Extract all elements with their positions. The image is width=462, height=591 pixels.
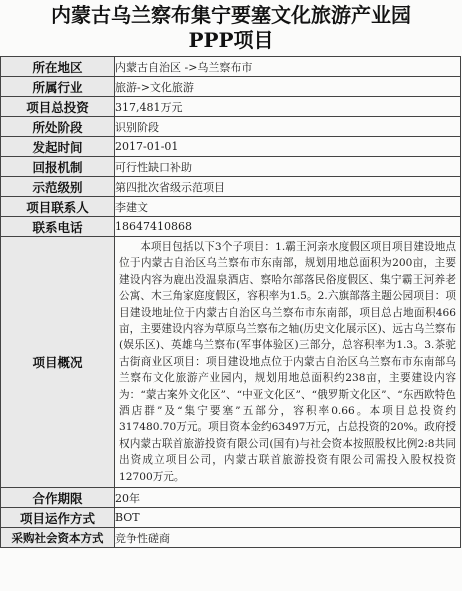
row-label-term: 合作期限	[1, 488, 115, 508]
row-label-return-mechanism: 回报机制	[1, 157, 115, 177]
table-row	[1, 157, 461, 177]
table-row	[1, 97, 461, 117]
row-value-overview: 本项目包括以下3个子项目：1.霸王河亲水度假区项目项目建设地点位于内蒙古自治区乌兰察布市东南部，规划用地总面积为200亩，主要建设内容为鹿出没温泉酒店、察哈尔部落民俗度假区、集宁霸王河养老公寓、木三角家庭度假区，容积率为1.5。2.六旗部落主题公园项目：项目建设地址位于内蒙古自治区乌兰察布市东南部，项目总占地面积466亩，主要建设内容为草原乌兰察布之轴(历史文化展示区)、远古乌兰察布(娱乐区)、英雄乌兰察布(军事体验区)三部分，总容积率为1.3。3.茶驼古街商业区项目：项目建设地点位于内蒙古自治区乌兰察布市东南部乌兰察布文化旅游产业园内，规划用地总面积约238亩，主要建设内容为：“蒙古案外文化区”、“中亚文化区”、“俄罗斯文化区”、“东西欧特色酒店群”及“集宁要塞”五部分，容积率0.66。本项目总投资约317480.70万元。项目资本金约63497万元，占总投资的20%。政府授权内蒙古联首旅游投资有限公司(国有)与社会资本按照股权比例2:8共同出资成立项目公司，内蒙古联首旅游投资有限公司需投入股权投资12700万元。	[115, 237, 461, 488]
table-row	[1, 217, 461, 237]
table-row	[1, 117, 461, 137]
row-label-overview: 项目概况	[1, 237, 115, 488]
row-value-start-date: 2017-01-01	[115, 137, 461, 157]
row-value-region: 内蒙古自治区 ->乌兰察布市	[115, 57, 461, 77]
row-value-phone: 18647410868	[115, 217, 461, 237]
table-row-overview	[1, 237, 461, 488]
table-row	[1, 488, 461, 508]
row-label-region: 所在地区	[1, 57, 115, 77]
row-value-investment: 317,481万元	[115, 97, 461, 117]
document-title	[0, 0, 462, 58]
row-value-operation-mode: BOT	[115, 508, 461, 528]
table-row	[1, 137, 461, 157]
row-label-industry: 所属行业	[1, 77, 115, 97]
row-label-phone: 联系电话	[1, 217, 115, 237]
row-label-investment: 项目总投资	[1, 97, 115, 117]
row-label-contact: 项目联系人	[1, 197, 115, 217]
title-line-1: 内蒙古乌兰察布集宁要塞文化旅游产业园	[51, 3, 411, 27]
row-value-procurement: 竞争性磋商	[115, 528, 461, 548]
title-line-2: PPP项目	[188, 28, 274, 52]
row-value-contact: 李建文	[115, 197, 461, 217]
row-value-industry: 旅游->文化旅游	[115, 77, 461, 97]
table-row	[1, 197, 461, 217]
row-label-operation-mode: 项目运作方式	[1, 508, 115, 528]
row-value-demo-level: 第四批次省级示范项目	[115, 177, 461, 197]
table-row	[1, 77, 461, 97]
row-label-procurement: 采购社会资本方式	[1, 528, 115, 548]
row-value-term: 20年	[115, 488, 461, 508]
row-value-return-mechanism: 可行性缺口补助	[115, 157, 461, 177]
row-value-stage: 识别阶段	[115, 117, 461, 137]
row-label-start-date: 发起时间	[1, 137, 115, 157]
table-row	[1, 57, 461, 77]
row-label-stage: 所处阶段	[1, 117, 115, 137]
table-row	[1, 508, 461, 528]
project-info-table	[0, 56, 461, 548]
table-row	[1, 177, 461, 197]
table-row	[1, 528, 461, 548]
row-label-demo-level: 示范级别	[1, 177, 115, 197]
